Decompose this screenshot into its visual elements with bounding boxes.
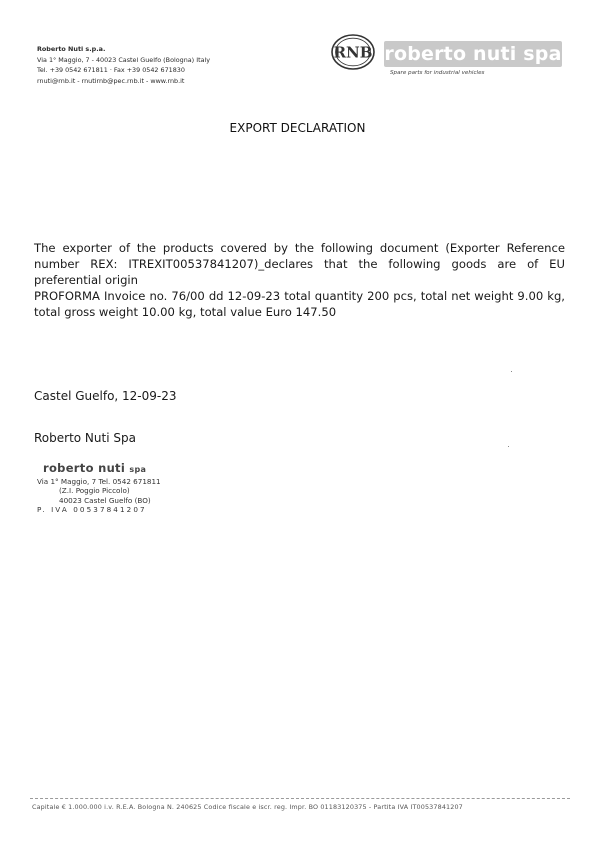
sender-block [37,44,210,86]
rnb-logo-icon [330,33,376,71]
footer-legal-info: Capitale € 1.000.000 i.v. R.E.A. Bologna N. 240625 Codice fiscale e iscr. reg. Impr. BO 01183120375 - Partita IVA IT00537841207 [32,803,463,811]
scan-speck [511,371,512,372]
company-stamp [37,461,177,515]
proforma-text: PROFORMA Invoice no. 76/00 dd 12-09-23 total quantity 200 pcs, total net weight 9.00 kg, total gross weight 10.00 kg, total value Euro 147.50 [34,289,565,319]
svg-text:RNB: RNB [333,43,373,62]
sender-address: Via 1° Maggio, 7 - 40023 Castel Guelfo (Bologna) Italy [37,55,211,64]
sender-phone-fax: Tel. +39 0542 671811 · Fax +39 0542 671830 [37,66,185,74]
logo-wordmark-box [384,41,562,67]
stamp-line-vat: P. IVA 00537841207 [37,505,147,515]
sender-company: Roberto Nuti s.p.a. [37,45,106,53]
place-date: Castel Guelfo, 12-09-23 [34,389,177,403]
page-title: EXPORT DECLARATION [229,121,366,135]
stamp-company-name [37,461,177,477]
logo-tagline: Spare parts for industrial vehicles [390,70,485,76]
stamp-line-address: Via 1° Maggio, 7 Tel. 0542 671811 [37,477,161,486]
stamp-name-suffix: spa [129,465,147,474]
signatory-name: Roberto Nuti Spa [34,431,136,445]
sender-contacts: rnuti@rnb.it - rnutirnb@pec.rnb.it - www.rnb.it [37,76,185,85]
footer-divider [30,798,570,799]
declaration-text: The exporter of the products covered by the following document (Exporter Reference number REX: ITREXIT00537841207)_declares that the following goods are of EU preferential origin [34,241,565,287]
logo-wordmark: roberto nuti spa [384,43,562,65]
scan-speck [508,446,509,447]
stamp-name-main: roberto nuti [43,461,126,475]
declaration-body [34,240,565,320]
stamp-line-city: 40023 Castel Guelfo (BO) [59,495,151,505]
stamp-line-zone: (Z.I. Poggio Piccolo) [59,486,130,496]
